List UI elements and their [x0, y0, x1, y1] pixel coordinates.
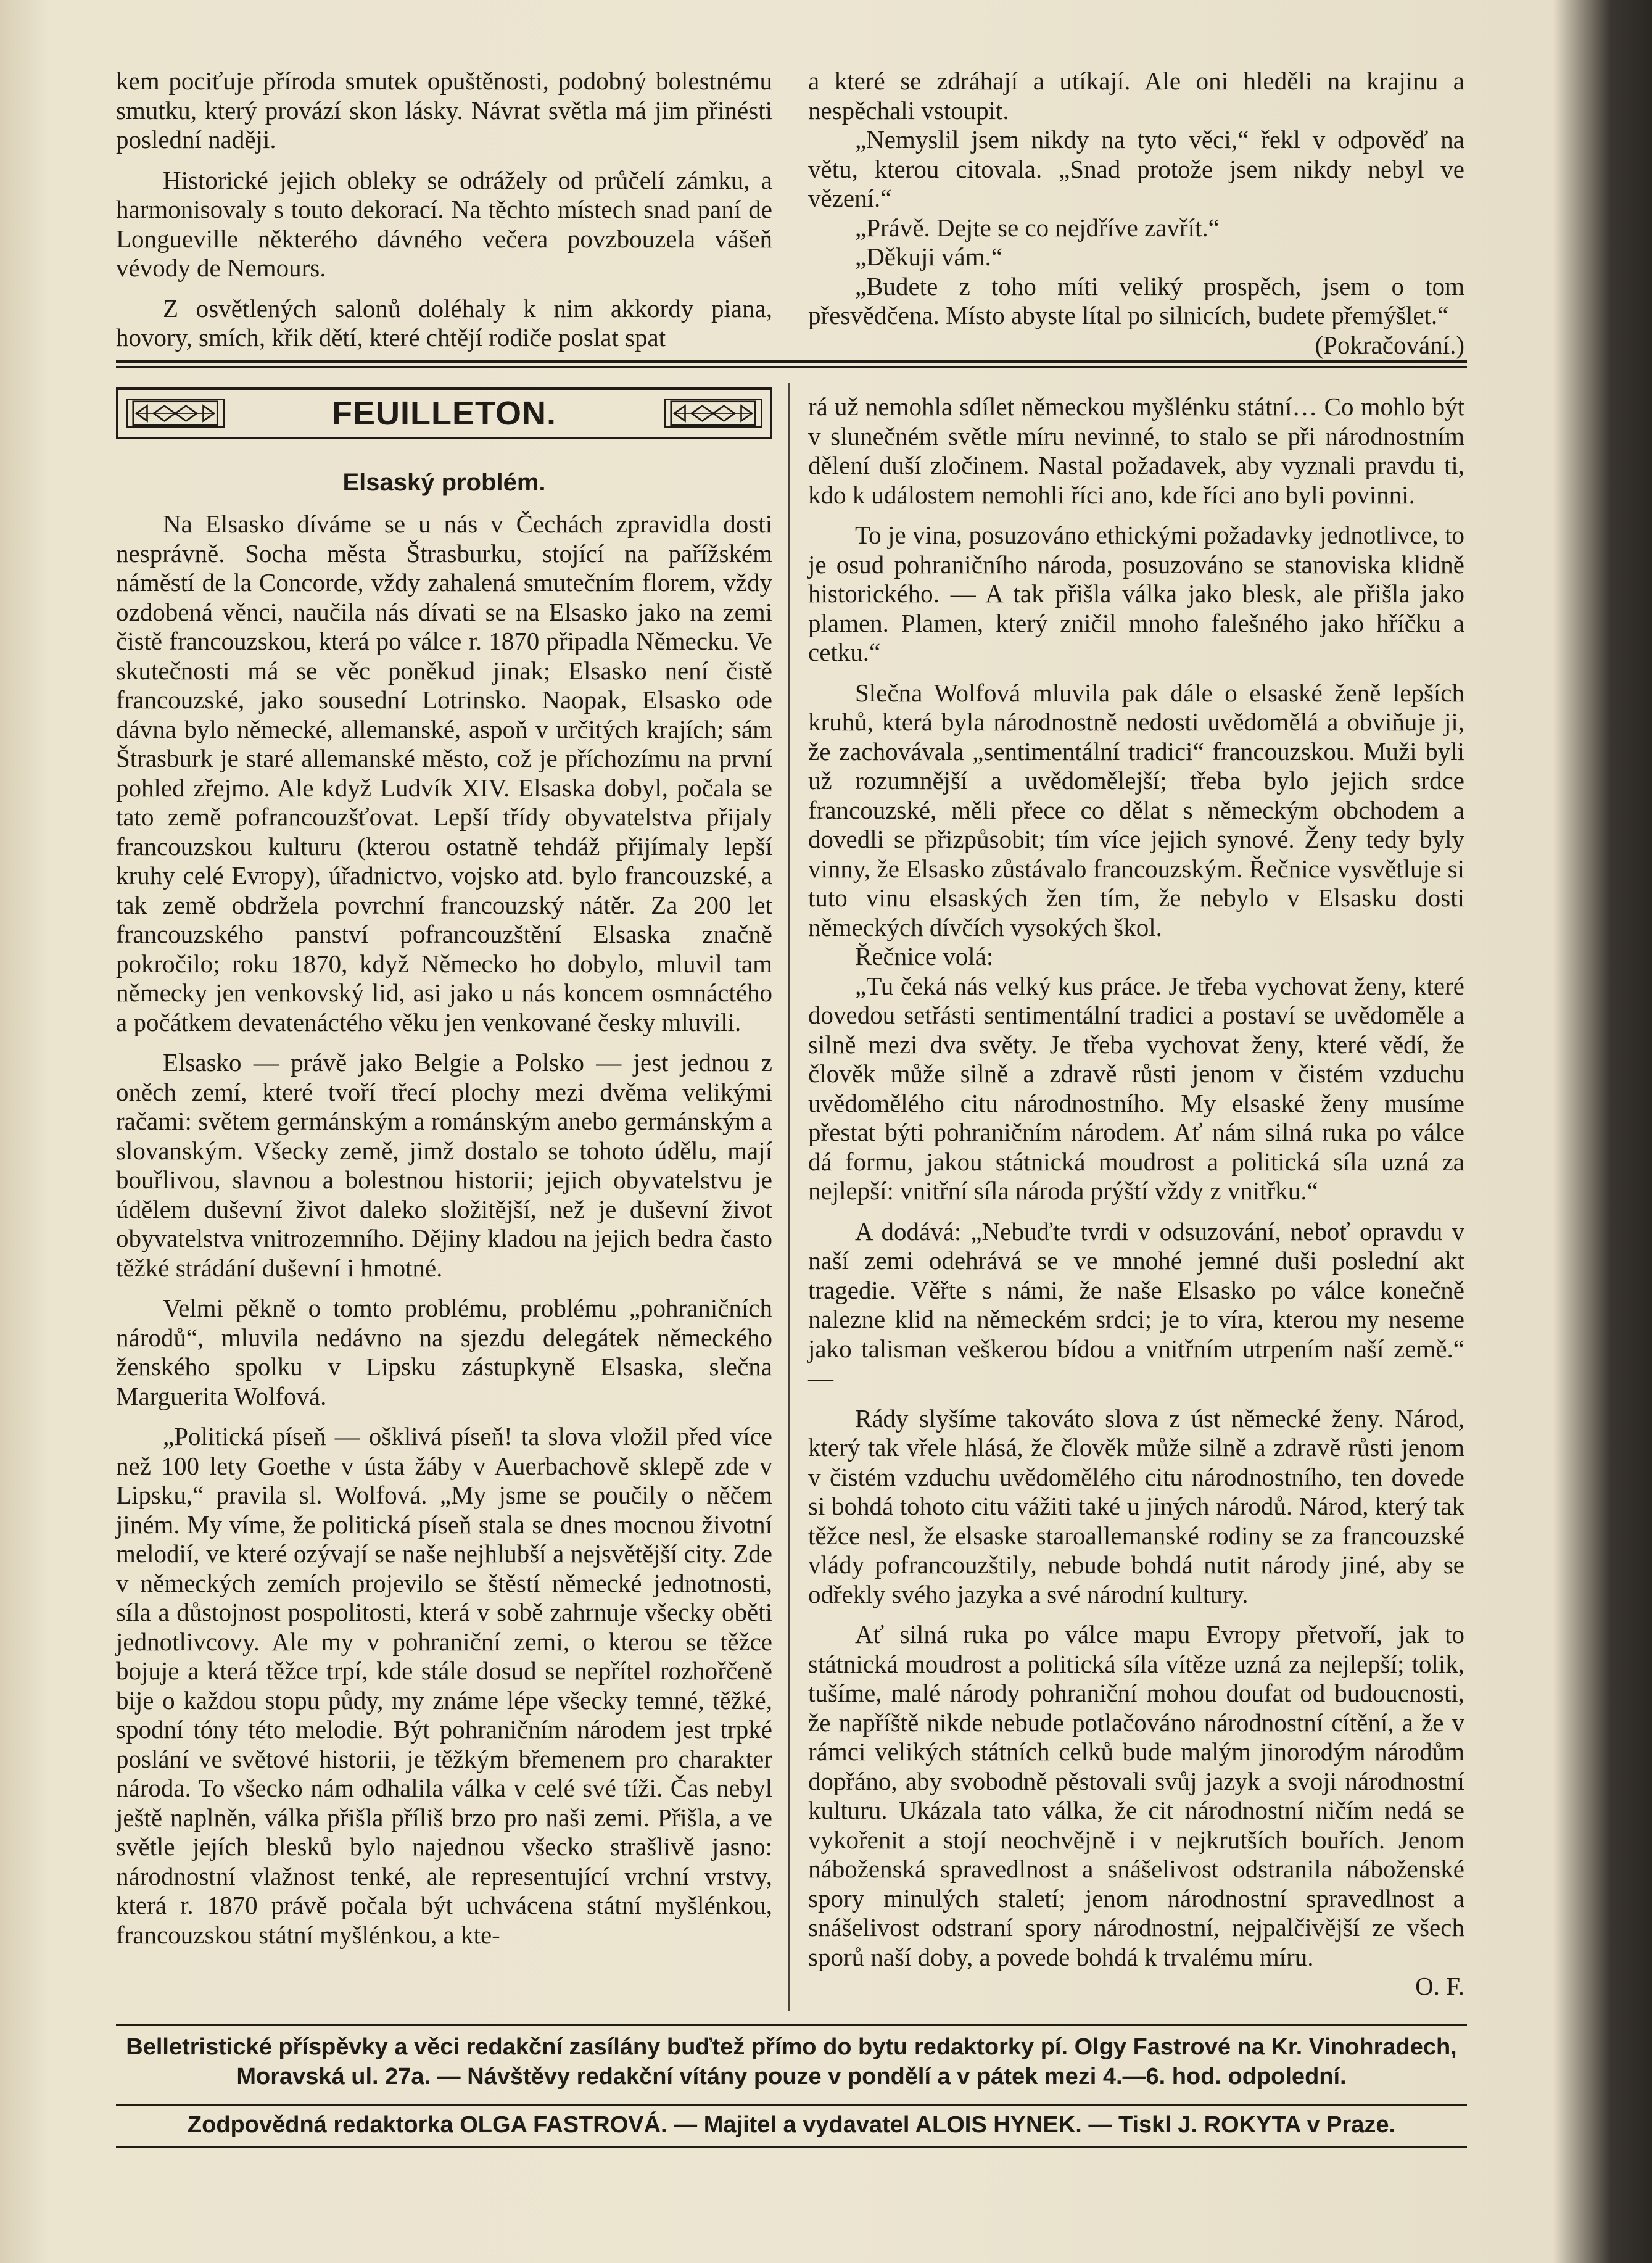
paragraph-text: „Budete z toho míti veliký prospěch, jsem o tom přesvědčena. Místo abyste lítal po silnicích, budete přemýšlet.“ [808, 271, 1464, 329]
paragraph: „Právě. Dejte se co nejdříve zavřít.“ [855, 213, 1220, 242]
continued-notice: (Pokračování.) [1315, 330, 1464, 359]
divider [116, 360, 1467, 363]
paragraph: Řečnice volá: [855, 942, 994, 970]
column-divider [788, 383, 790, 2011]
notice-line: Moravská ul. 27a. — Návštěvy redakční vítány pouze v pondělí a v pátek mezi 4.—6. hod. odpolední. [236, 2064, 1347, 2090]
feuilleton-header [116, 387, 772, 439]
article-title: Elsaský problém. [342, 469, 546, 496]
story-continuation-left [116, 67, 772, 353]
paragraph: „Nemyslil jsem nikdy na tyto věci,“ řekl v odpověď na větu, kterou citovala. „Snad protože jsem nikdy nebyl ve vězení.“ [808, 125, 1464, 212]
paragraph: „Děkuji vám.“ [855, 242, 1003, 271]
paragraph: kem pociťuje příroda smutek opuštěnosti, podobný bolestnému smutku, který provází skon lásky. Návrat světla má jim přinésti poslední naději. [116, 67, 772, 154]
paragraph: Rády slyšíme takováto slova z úst německé ženy. Národ, který tak vřele hlásá, že člověk může silně a zdravě růsti jenom v čistém vzduchu uvědomělého citu národnostního, ten dovede si bohdá tohoto citu vážiti také u jiných národů. Národ, který tak těžce nesl, že elsaske staroallemanské rodiny se za francouzské vlády pofrancouzštily, nebude bohdá nutit národy jiné, aby se odřekly svého jazyka a své národní kultury. [808, 1404, 1464, 1608]
paragraph: A dodává: „Nebuďte tvrdi v odsuzování, neboť opravdu v naší zemi odehrává se ve mnohé jemné duši poslední akt tragedie. Věřte s námi, že naše Elsasko po válce konečně nalezne klid na německém srdci; je to víra, kterou my neseme jako talisman veškerou bídou a vnitřním utrpením naší země.“ — [808, 1217, 1464, 1392]
ornament-left-icon [126, 399, 225, 428]
editorial-notice [116, 2032, 1467, 2091]
paragraph: „Tu čeká nás velký kus práce. Je třeba vychovat ženy, které dovedou setřásti sentimentální tradici a postaví se uvědoměle a silně mezi dva světy. Je třeba vychovat ženy, které vědí, že člověk může silně a zdravě růsti jenom v čistém vzduchu uvědomělého citu národnostního. My elsaské ženy musíme přestat býti pohraničním národem. Ať nám silná ruka po válce dá formu, jakou státnická moudrost a politická síla uzná za nejlepší: vnitřní síla národa prýští vždy z vnitřku.“ [808, 971, 1464, 1205]
paragraph: „Politická píseň — ošklivá píseň! ta slova vložil před více než 100 lety Goethe v ústa žáby v Auerbachově sklepě zde v Lipsku,“ pravila sl. Wolfová. „My jsme se poučily o něčem jiném. My víme, že politická píseň stala se dnes mocnou životní melodií, ve které ozývají se naše nejhlubší a nejsvětější city. Zde v německých zemích projevilo se štěstí německé jednotnosti, síla a důstojnost pospolitosti, která v sobě zahrnuje všecky oběti jednotlivcovy. Ale my v pohraniční zemi, o kterou se těžce bojuje a která těžce trpí, kde stále dosud se nepřítel rozhořčeně bije o každou stopu půdy, my známe lépe všecky temné, těžké, spodní tóny této melodie. Být pohraničním národem jest trpké poslání ve světové historii, je těžkým břemenem pro charakter národa. To všecko nám odhalila válka v celé své tíži. Čas nebyl ještě naplněn, válka přišla příliš brzo pro naši zemi. Přišla, a ve světle jejích blesků bylo najednou všecko strašlivě jasno: národnostní vlažnost tenké, ale representující vrchní vrstvy, která r. 1870 právě počala být uchvácena státní myšlénkou, francouzskou státní myšlénkou, a kte- [116, 1422, 772, 1949]
divider [116, 366, 1467, 368]
notice-line: Belletristické příspěvky a věci redakční zasílány buďtež přímo do bytu redaktorky pí. Olgy Fastrové na Kr. Vinohradech, [126, 2034, 1457, 2060]
signature: O. F. [1415, 1972, 1464, 2000]
paragraph: rá už nemohla sdílet německou myšlénku státní… Co mohlo být v slunečném světle míru nevinné, to stalo se při národnostním dělení duší zločinem. Nastal požadavek, aby vyznali pravdu ti, kdo k událostem nemohli říci ano, kde říci ano byli povinni. [808, 392, 1464, 509]
divider [116, 2146, 1467, 2148]
divider [116, 2104, 1467, 2106]
paragraph: Na Elsasko díváme se u nás v Čechách zpravidla dosti nesprávně. Socha města Štrasburku, stojící na pařížském náměstí de la Concorde, vždy zahalená smutečním florem, vždy ozdobená věnci, naučila nás dívati se na Elsasko jako na zemi čistě francouzskou, která po válce r. 1870 připadla Německu. Ve skutečnosti má se věc poněkud jinak; Elsasko není čistě francouzské, jako sousední Lotrinsko. Naopak, Elsasko ode dávna bylo německé, allemanské, aspoň v určitých krajích; sám Štrasburk je staré allemanské město, což je příchozímu na první pohled zřejmo. Ale když Ludvík XIV. Elsaska dobyl, počala se tato země pofrancouzšťovat. Lepší třídy obyvatelstva přijaly francouzskou kulturu (kterou ostatně tehdáž přijímaly lepší kruhy celé Evropy), úřadnictvo, vojsko atd. bylo francouzské, a tak země obdržela povrchní francouzský nátěr. Za 200 let francouzského panství pofrancouzštění Elsaska značně pokročilo; roku 1870, když Německo ho dobylo, mluvil tam německy jen venkovský lid, asi jako u nás koncem osmnáctého a počátkem devatenáctého věku jen venkované česky mluvili. [116, 510, 772, 1036]
article-right-column [808, 392, 1464, 2001]
paragraph: Velmi pěkně o tomto problému, problému „pohraničních národů“, mluvila nedávno na sjezdu delegátek německého ženského spolku v Lipsku zástupkyně Elsaska, slečna Marguerita Wolfová. [116, 1294, 772, 1410]
paragraph: Slečna Wolfová mluvila pak dále o elsaské ženě lepších kruhů, která byla národnostně nedosti uvědomělá a obviňuje ji, že zachovávala „sentimentální tradici“ francouzskou. Muži byli už rozumnější a uvědomělejší; třeba bylo jejich srdce francouzské, měli přece co dělat s německým obchodem a dovedli se přizpůsobit; tím více jejich synové. Ženy tedy byly vinny, že Elsasko zůstávalo francouzským. Řečnice vysvětluje si tuto vinu elsaských žen tím, že nebylo v Elsasku dosti německých dívčích vysokých škol. [808, 678, 1464, 941]
paragraph: Ať silná ruka po válce mapu Evropy přetvoří, jak to státnická moudrost a politická síla vítěze uzná za nejlepší; tolik, tušíme, malé národy pohraniční mohou doufat od budoucnosti, že napříště nikde nebude potlačováno národnostní cítění, a že v rámci velikých státních celků bude malým jinorodým národům dopřáno, aby svobodně pěstovali svůj jazyk a svoji národnostní kulturu. Ukázala tato válka, že cit národnostní ničím nedá se vykořenit a stojí neochvějně i v nejkrutších bouřích. Jenom náboženská spravedlnost a snášelivost odstranila náboženské spory minulých staletí; jenom národnostní spravedlnost a snášelivost odstraní spory národnostní, nejpalčivější ze všech sporů naší doby, a povede bohdá k trvalému míru. [808, 1620, 1464, 1971]
paragraph: Elsasko — právě jako Belgie a Polsko — jest jednou z oněch zemí, které tvoří třecí plochy mezi dvěma velikými račami: světem germánským a románským anebo germánským a slovanským. Všecky země, jimž dostalo se tohoto údělu, mají bouřlivou, slavnou a bolestnou historii; jejich obyvatelstvu je údělem duševní život daleko složitější, než je duševní život obyvatelstva vnitrozemního. Dějiny kladou na jejich bedra často těžké strádání duševní i hmotné. [116, 1048, 772, 1282]
article-left-column [116, 510, 772, 1950]
paragraph: a které se zdráhají a utíkají. Ale oni hleděli na krajinu a nespěchali vstoupit. [808, 67, 1464, 125]
ornament-right-icon [664, 399, 762, 428]
paragraph [808, 271, 1464, 359]
imprint-credits: Zodpovědná redaktorka OLGA FASTROVÁ. — Majitel a vydavatel ALOIS HYNEK. — Tiskl J. ROKYTA v Praze. [187, 2112, 1396, 2138]
divider [116, 2024, 1467, 2026]
paragraph: Z osvětlených salonů doléhaly k nim akkordy piana, hovory, smích, křik dětí, které chtějí rodiče poslat spat [116, 294, 772, 352]
paragraph: Historické jejich obleky se odrážely od průčelí zámku, a harmonisovaly s touto dekorací. Na těchto místech snad paní de Longueville některého dávného večera povzbouzela vášeň vévody de Nemours. [116, 165, 772, 282]
story-continuation-right [808, 67, 1464, 360]
section-title: FEUILLETON. [331, 395, 556, 432]
paragraph: To je vina, posuzováno ethickými požadavky jednotlivce, to je osud pohraničního národa, posuzováno se stanoviska klidně historického. — A tak přišla válka jako blesk, ale přišla jako plamen. Plamen, který zničil mnoho falešného jako hříčku a cetku.“ [808, 521, 1464, 666]
